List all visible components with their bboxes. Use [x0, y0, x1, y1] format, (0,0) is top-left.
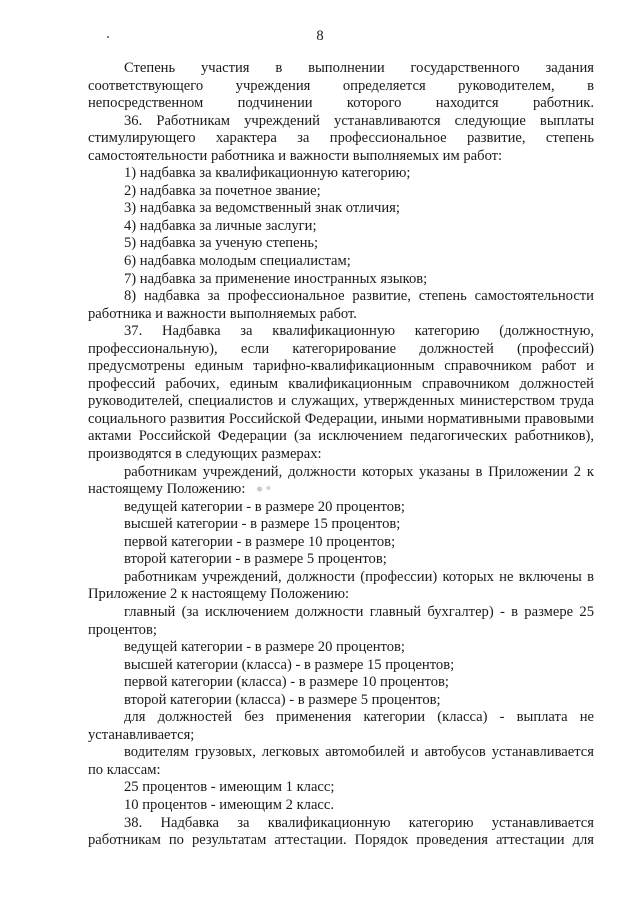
paragraph-text: для должностей без применения категории (класса) - выплата не устанавливается;	[88, 709, 594, 743]
paragraph-text: 38. Надбавка за квалификационную категорию устанавливается работникам по результатам аттестации. Порядок проведения аттестации для	[88, 814, 594, 849]
page-number: 8	[316, 28, 324, 44]
paragraph	[88, 815, 594, 850]
paragraph-text: ведущей категории - в размере 20 процентов;	[124, 498, 405, 515]
paragraph	[88, 183, 594, 201]
paragraph-text: второй категории (класса) - в размере 5 процентов;	[124, 691, 441, 708]
paragraph-text: водителям грузовых, легковых автомобилей и автобусов устанавливается по классам:	[88, 744, 594, 778]
paragraph-text: высшей категории - в размере 15 процентов;	[124, 516, 401, 533]
paragraph	[88, 516, 594, 534]
paragraph	[88, 797, 594, 815]
paragraph	[88, 674, 594, 692]
paragraph	[88, 253, 594, 271]
paragraph-text: 4) надбавка за личные заслуги;	[124, 217, 317, 234]
paragraph-text: высшей категории (класса) - в размере 15 процентов;	[124, 656, 455, 673]
paragraph-text: 37. Надбавка за квалификационную категорию (должностную, профессиональную), если категорирование должностей (профессий) предусмотрены единым тарифно-квалификационным справочником работ и профессий рабочих, единым квалификационным справочником должностей руководителей, специалистов и служащих, утвержденных министерством труда социального развития Российской Федерации, иными нормативными правовыми актами Российской Федерации (за исключением педагогических работников), производятся в следующих размерах:	[88, 323, 594, 463]
paragraph-text: 36. Работникам учреждений устанавливаются следующие выплаты стимулирующего характера за профессиональное развитие, степень самостоятельности работника и важности выполняемых им работ:	[88, 112, 594, 164]
paragraph	[88, 288, 594, 323]
paragraph-text: первой категории - в размере 10 процентов;	[124, 533, 396, 550]
paragraph-text: 8) надбавка за профессиональное развитие, степень самостоятельности работника и важности выполняемых работ.	[88, 288, 594, 322]
paragraph	[88, 218, 594, 236]
paragraph-text: работникам учреждений, должности которых указаны в Приложении 2 к настоящему Положению:	[88, 463, 594, 498]
paragraph	[88, 464, 594, 499]
paragraph	[88, 692, 594, 710]
paragraph	[88, 323, 594, 463]
paragraph-text: Степень участия в выполнении государственного задания соответствующего учреждения определяется руководителем, в непосредственном подчинении которого находится работник.	[88, 60, 594, 112]
paragraph	[88, 744, 594, 779]
paragraph-text: работникам учреждений, должности (профессии) которых не включены в Приложение 2 к настоящему Положению:	[88, 568, 594, 603]
paragraph	[88, 779, 594, 797]
paragraph	[88, 60, 594, 113]
paragraph-text: ведущей категории - в размере 20 процентов;	[124, 639, 405, 656]
paragraph	[88, 569, 594, 604]
paragraph-text: 10 процентов - имеющим 2 класс.	[124, 796, 335, 813]
paragraph-text: 7) надбавка за применение иностранных языков;	[124, 270, 428, 287]
paragraph-text: 5) надбавка за ученую степень;	[124, 235, 319, 252]
paragraph	[88, 639, 594, 657]
paragraph-text: 2) надбавка за почетное звание;	[124, 182, 321, 199]
paragraph	[88, 165, 594, 183]
paragraph	[88, 604, 594, 639]
paragraph-text: главный (за исключением должности главный бухгалтер) - в размере 25 процентов;	[88, 603, 594, 638]
paragraph	[88, 499, 594, 517]
paragraph-text: второй категории - в размере 5 процентов;	[124, 551, 387, 568]
paragraph-text: первой категории (класса) - в размере 10 процентов;	[124, 674, 449, 691]
paragraph	[88, 551, 594, 569]
paragraph-text: 1) надбавка за квалификационную категорию;	[124, 165, 411, 182]
paragraph	[88, 709, 594, 744]
paragraph-text: 25 процентов - имеющим 1 класс;	[124, 779, 335, 796]
paragraph	[88, 113, 594, 166]
paragraph	[88, 657, 594, 675]
document-body	[88, 60, 594, 850]
ink-smudge	[253, 484, 275, 494]
paragraph	[88, 271, 594, 289]
scan-speck	[107, 36, 109, 38]
paragraph	[88, 534, 594, 552]
paragraph-text: 3) надбавка за ведомственный знак отличия;	[124, 200, 400, 217]
paragraph-text: 6) надбавка молодым специалистам;	[124, 253, 351, 270]
paragraph	[88, 200, 594, 218]
paragraph	[88, 235, 594, 253]
